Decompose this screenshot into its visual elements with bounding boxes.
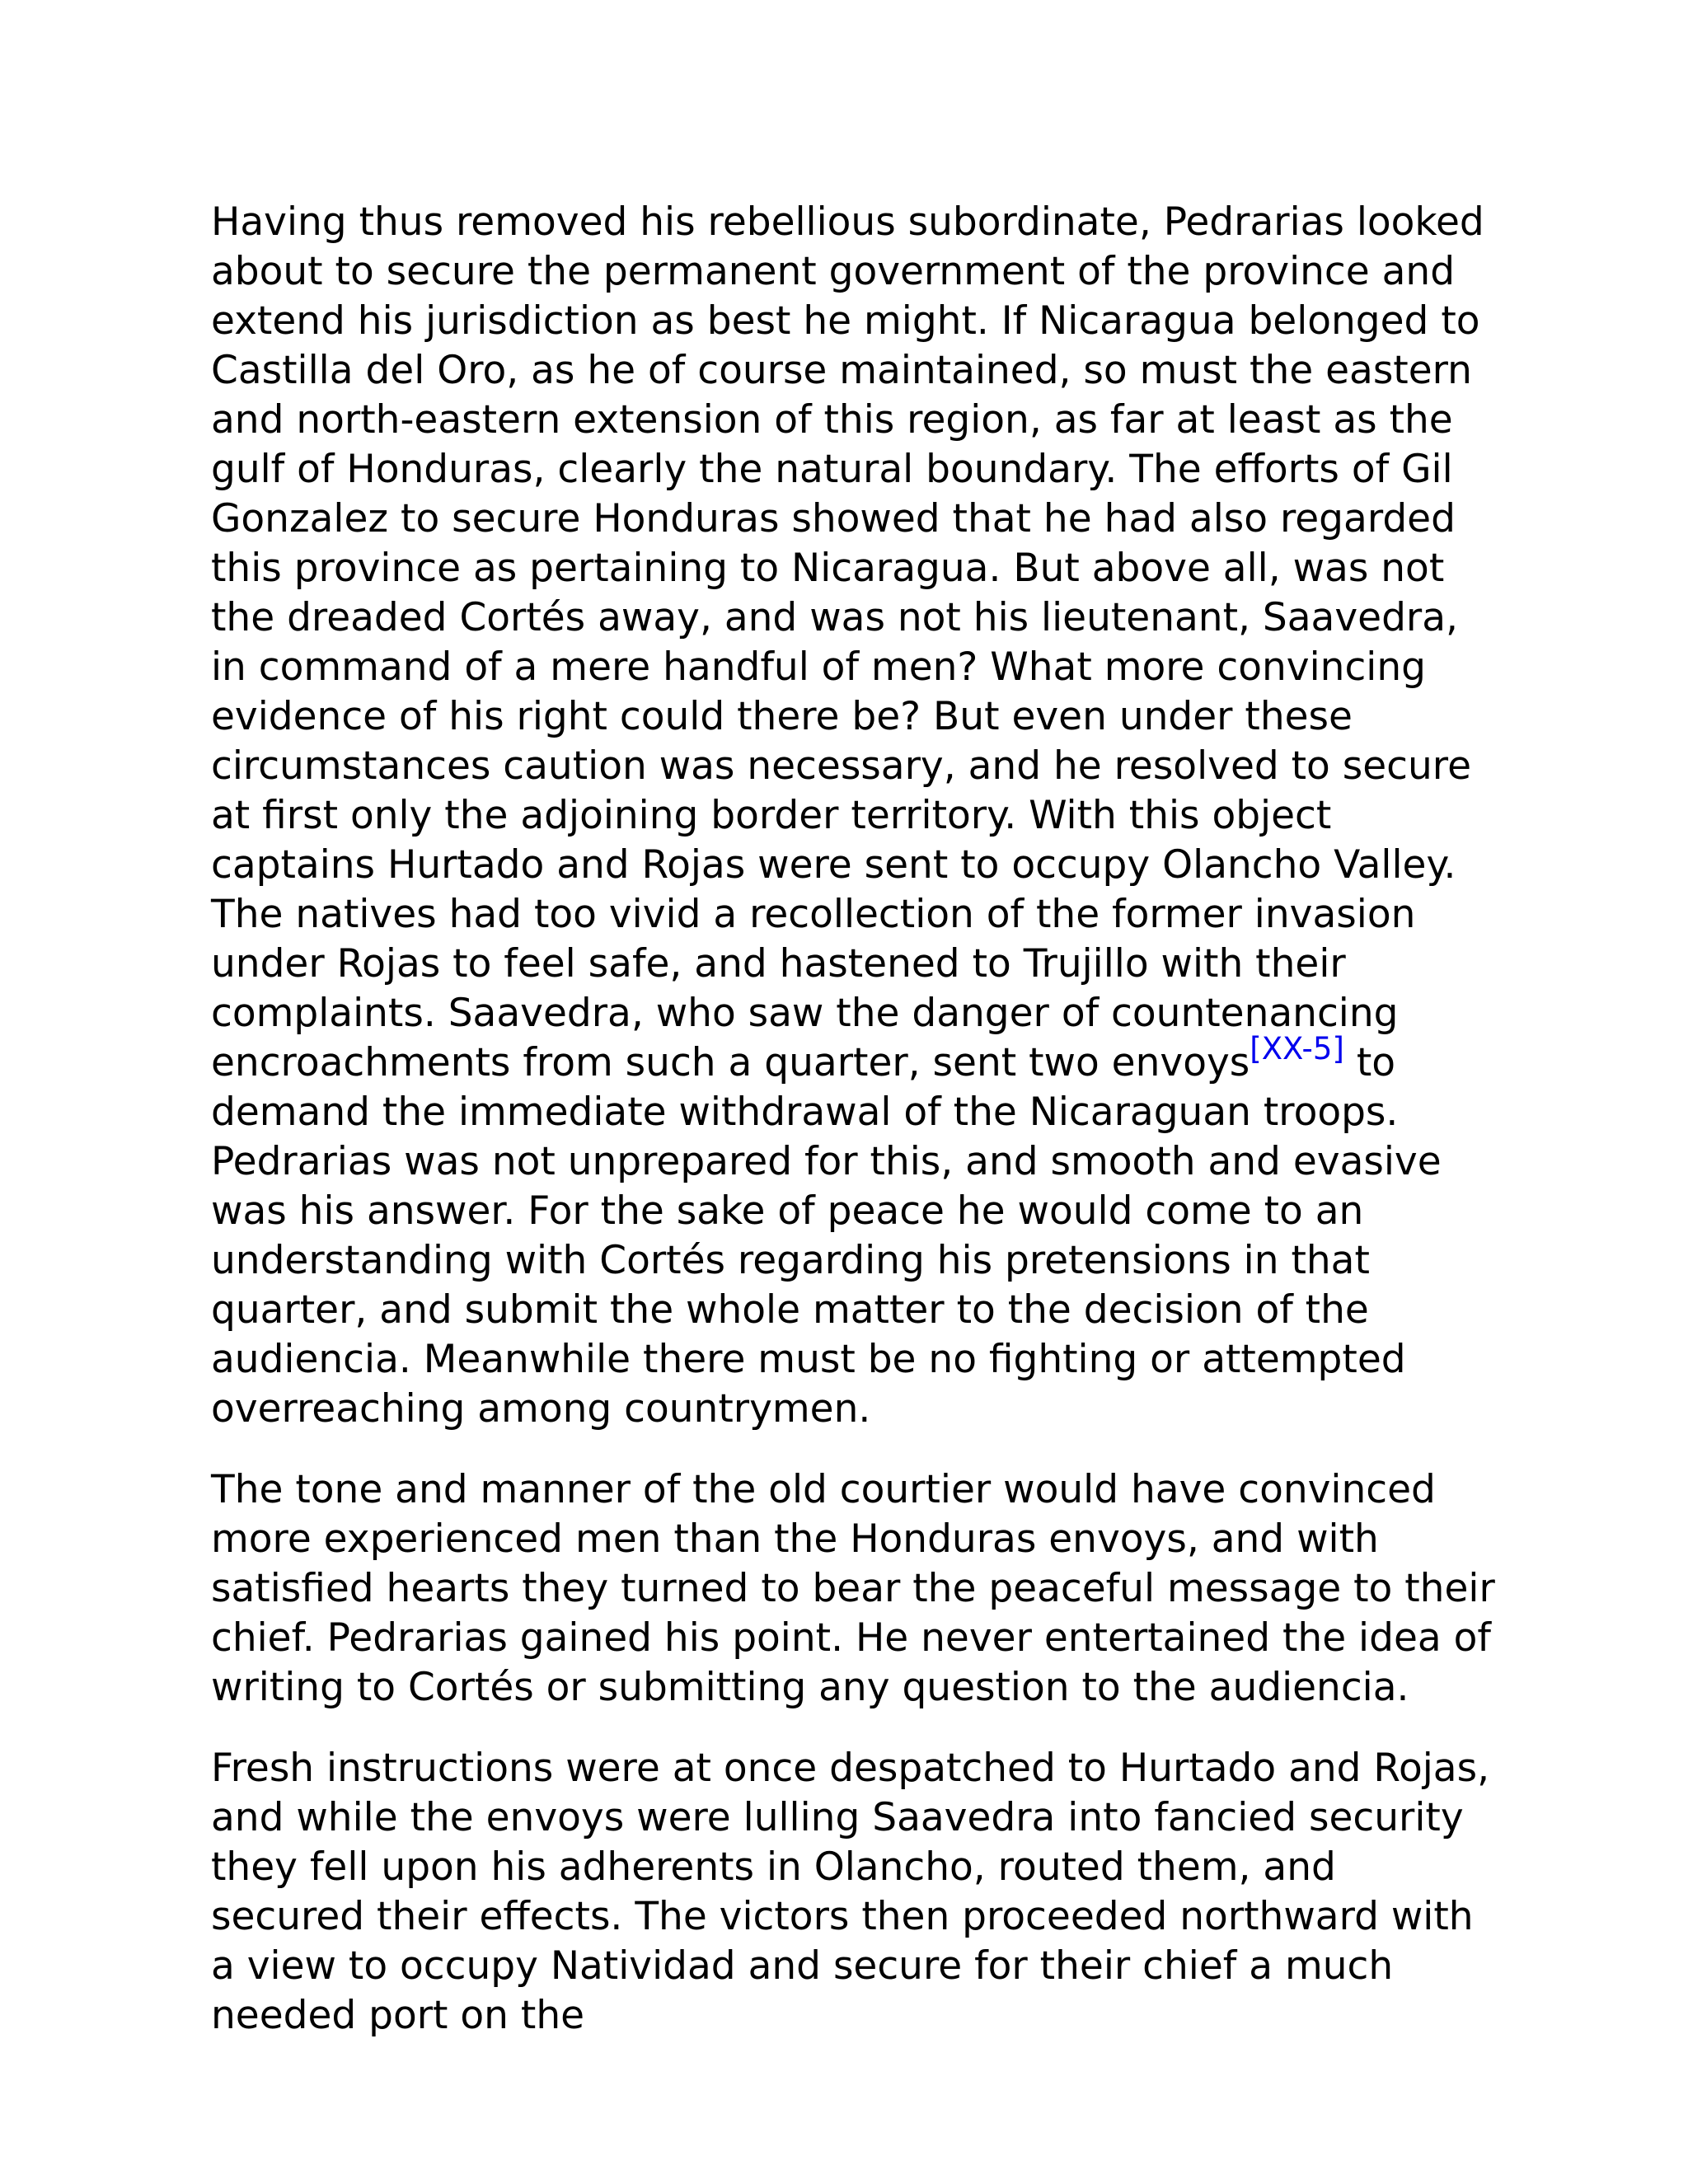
paragraph-2: The tone and manner of the old courtier would have convinced more experienced men than the Honduras envoys, and with satisfied hearts they turned to bear the peaceful message to their chief. Pedrarias gained his point. He never entertained the idea of writing to Cortés or submitting any question to the audiencia. [211, 1467, 1495, 1710]
paragraph-1 [211, 198, 1497, 1434]
footnote-link[interactable]: [XX-5] [1250, 1031, 1344, 1066]
paragraph-3: Fresh instructions were at once despatched to Hurtado and Rojas, and while the envoys were lulling Saavedra into fancied security they fell upon his adherents in Olancho, routed them, and secured their effects. The victors then proceeded northward with a view to occupy Natividad and secure for their chief a much needed port on the [211, 1746, 1490, 2038]
paragraph-1-text-before: Having thus removed his rebellious subordinate, Pedrarias looked about to secure the permanent government of the province and extend his jurisdiction as best he might. If Nicaragua belonged to Castilla del Oro, as he of course maintained, so must the eastern and north-eastern extension of this region, as far at least as the gulf of Honduras, clearly the natural boundary. The efforts of Gil Gonzalez to secure Honduras showed that he had also regarded this province as pertaining to Nicaragua. But above all, was not the dreaded Cortés away, and was not his lieutenant, Saavedra, in command of a mere handful of men? What more convincing evidence of his right could there be? But even under these circumstances caution was necessary, and he resolved to secure at first only the adjoining border territory. With this object captains Hurtado and Rojas were sent to occupy Olancho Valley. The natives had too vivid a recollection of the former invasion under Rojas to feel safe, and hastened to Trujillo with their complaints. Saavedra, who saw the danger of countenancing encroachments from such a quarter, sent two envoys [211, 199, 1484, 1085]
paragraph-1-text-after: to demand the immediate withdrawal of the Nicaraguan troops. Pedrarias was not unprepared for this, and smooth and evasive was his answer. For the sake of peace he would come to an understanding with Cortés regarding his pretensions in that quarter, and submit the whole matter to the decision of the audiencia. Meanwhile there must be no fighting or attempted overreaching among countrymen. [211, 1040, 1442, 1432]
page-body [211, 198, 1497, 2072]
